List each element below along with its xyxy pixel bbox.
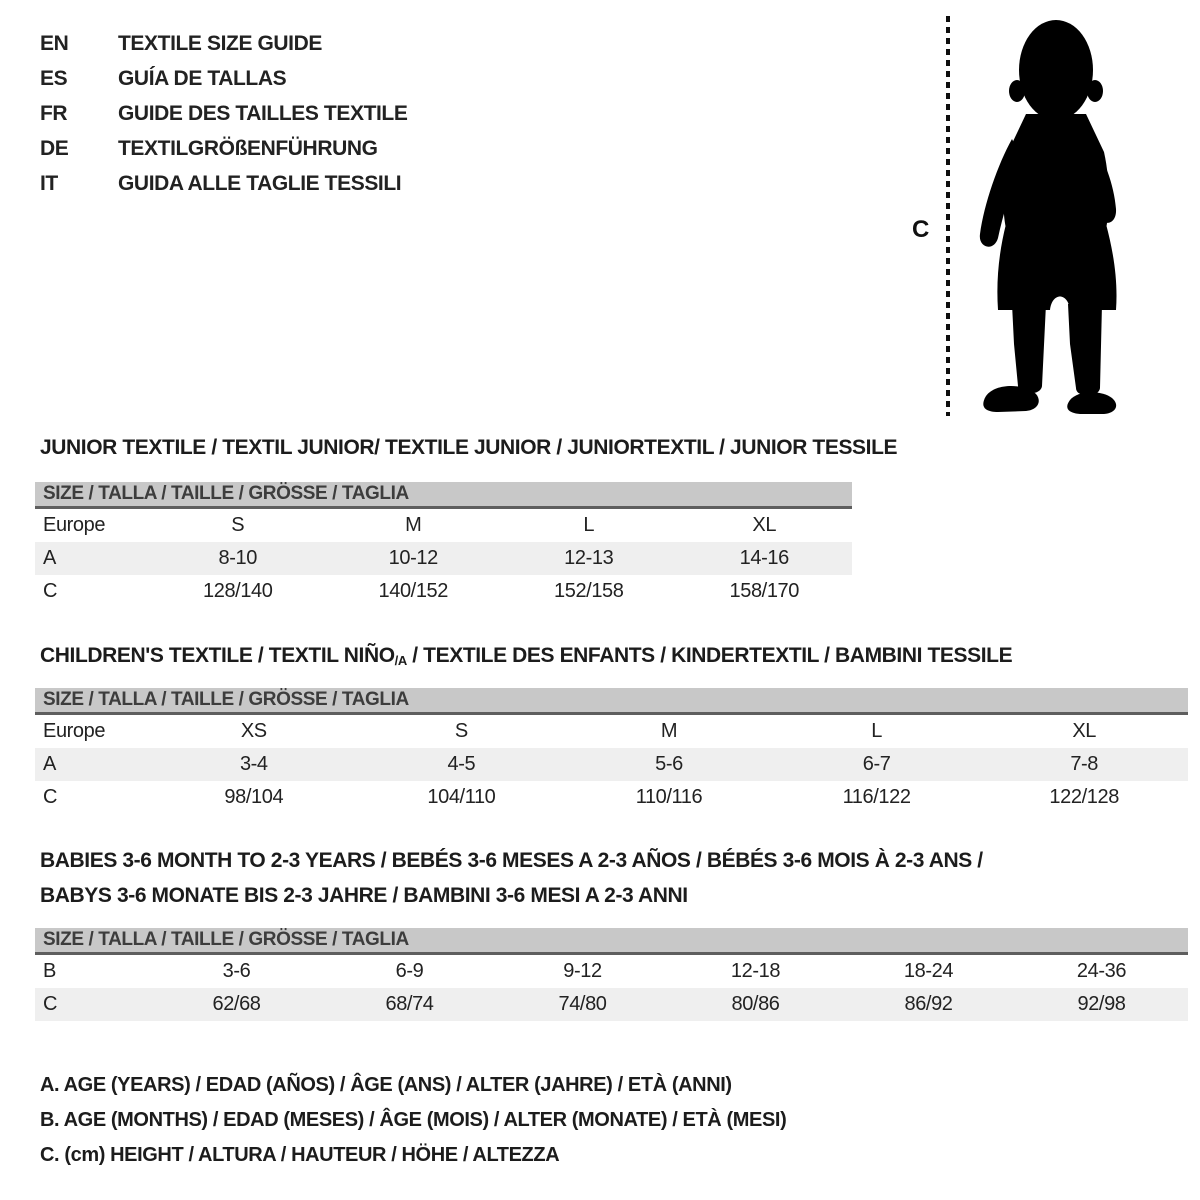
- language-code: FR: [40, 101, 68, 125]
- table-cell: 8-10: [218, 547, 257, 569]
- table-cell: 98/104: [224, 786, 284, 808]
- table-cell: 5-6: [655, 753, 683, 775]
- table-cell: 128/140: [203, 580, 273, 602]
- language-code: DE: [40, 136, 69, 160]
- table-row: [35, 955, 1188, 988]
- table-cell: 24-36: [1076, 960, 1127, 982]
- table-cell: 74/80: [558, 993, 607, 1015]
- table-cell: XL: [752, 514, 777, 536]
- language-label: GUIDE DES TAILLES TEXTILE: [118, 101, 408, 125]
- measurement-legend: [40, 1068, 786, 1173]
- language-code: IT: [40, 171, 58, 195]
- table-body: [35, 509, 852, 608]
- table-cell: L: [583, 514, 595, 536]
- table-cell: 158/170: [729, 580, 799, 602]
- height-measure-dashed-line: [946, 16, 950, 416]
- heading-segment: BABYS 3-6 MONATE BIS 2-3 JAHRE / BAMBINI 3-6 MESI A 2-3 ANNI: [40, 884, 688, 907]
- heading-segment: JUNIOR TEXTILE / TEXTIL JUNIOR/ TEXTILE JUNIOR / JUNIORTEXTIL / JUNIOR TESSILE: [40, 436, 898, 459]
- table-cell: 80/86: [731, 993, 780, 1015]
- table-row: [35, 781, 1188, 814]
- legend-line: A. AGE (YEARS) / EDAD (AÑOS) / ÂGE (ANS) / ALTER (JAHRE) / ETÀ (ANNI): [40, 1074, 732, 1096]
- section-heading: [40, 843, 983, 913]
- heading-segment: / TEXTILE DES ENFANTS / KINDERTEXTIL / BAMBINI TESSILE: [406, 644, 1013, 667]
- table-cell: 110/116: [635, 786, 703, 808]
- table-row: [35, 542, 852, 575]
- table-cell: 104/110: [427, 786, 496, 808]
- language-row: [40, 96, 407, 131]
- language-code: ES: [40, 66, 68, 90]
- table-cell: 6-7: [862, 753, 891, 775]
- heading-line: [40, 878, 983, 913]
- row-label: Europe: [43, 514, 106, 536]
- toddler-silhouette-image: [968, 14, 1134, 416]
- table-row: [35, 715, 1188, 748]
- row-label: A: [43, 753, 56, 775]
- table-row: [35, 748, 1188, 781]
- table-cell: 10-12: [388, 547, 438, 569]
- table-cell: 7-8: [1070, 753, 1099, 775]
- table-cell: 3-4: [239, 753, 268, 775]
- table-row: [35, 509, 852, 542]
- row-label: C: [43, 580, 58, 602]
- table-cell: 68/74: [385, 993, 434, 1015]
- table-row: [35, 575, 852, 608]
- language-label: GUIDA ALLE TAGLIE TESSILI: [118, 171, 402, 195]
- language-row: [40, 26, 407, 61]
- table-cell: 122/128: [1049, 786, 1119, 808]
- legend-line: B. AGE (MONTHS) / EDAD (MESES) / ÂGE (MOIS) / ALTER (MONATE) / ETÀ (MESI): [40, 1109, 787, 1131]
- section-heading: [40, 638, 1012, 678]
- table-cell: 92/98: [1077, 993, 1126, 1015]
- heading-line: [40, 430, 897, 465]
- table-cell: 6-9: [395, 960, 424, 982]
- table-cell: 4-5: [447, 753, 476, 775]
- table-cell: S: [454, 720, 468, 742]
- language-label: TEXTILE SIZE GUIDE: [118, 31, 322, 55]
- table-cell: 9-12: [563, 960, 602, 982]
- section-heading: [40, 430, 897, 465]
- size-header-label: SIZE / TALLA / TAILLE / GRÖSSE / TAGLIA: [43, 929, 409, 950]
- size-table-babies: [35, 928, 1188, 1021]
- table-cell: 18-24: [903, 960, 954, 982]
- row-label: B: [43, 960, 56, 982]
- row-label: C: [43, 786, 58, 808]
- row-label: C: [43, 993, 58, 1015]
- table-cell: XS: [240, 720, 267, 742]
- heading-line: [40, 843, 983, 878]
- language-label: TEXTILGRÖßENFÜHRUNG: [118, 136, 378, 160]
- table-cell: 140/152: [378, 580, 448, 602]
- table-cell: 62/68: [212, 993, 261, 1015]
- table-cell: 116/122: [842, 786, 911, 808]
- table-cell: 12-13: [564, 547, 614, 569]
- language-label: GUÍA DE TALLAS: [118, 66, 287, 90]
- table-cell: S: [231, 514, 245, 536]
- size-table-header: [35, 928, 1188, 955]
- size-header-label: SIZE / TALLA / TAILLE / GRÖSSE / TAGLIA: [43, 689, 409, 710]
- size-table-junior: [35, 482, 852, 608]
- table-cell: 12-18: [730, 960, 781, 982]
- size-table-header: [35, 688, 1188, 715]
- language-row: [40, 166, 407, 201]
- table-cell: L: [871, 720, 882, 742]
- table-cell: 86/92: [904, 993, 953, 1015]
- size-table-header: [35, 482, 852, 509]
- heading-segment: BABIES 3-6 MONTH TO 2-3 YEARS / BEBÉS 3-6 MESES A 2-3 AÑOS / BÉBÉS 3-6 MOIS À 2-3 ANS /: [40, 849, 983, 872]
- table-cell: 3-6: [222, 960, 251, 982]
- heading-line: [40, 638, 1012, 678]
- table-cell: M: [660, 720, 678, 742]
- legend-line: C. (cm) HEIGHT / ALTURA / HAUTEUR / HÖHE / ALTEZZA: [40, 1144, 560, 1166]
- language-row: [40, 61, 407, 96]
- table-cell: 152/158: [554, 580, 624, 602]
- table-cell: XL: [1072, 720, 1096, 742]
- heading-segment: /A: [394, 653, 407, 668]
- language-code: EN: [40, 31, 69, 55]
- language-list: [40, 26, 407, 201]
- table-row: [35, 988, 1188, 1021]
- table-cell: 14-16: [739, 547, 789, 569]
- table-body: [35, 715, 1188, 814]
- height-marker-label: C: [912, 216, 930, 243]
- row-label: A: [43, 547, 56, 569]
- heading-segment: CHILDREN'S TEXTILE / TEXTIL NIÑO: [40, 644, 395, 667]
- language-row: [40, 131, 407, 166]
- size-header-label: SIZE / TALLA / TAILLE / GRÖSSE / TAGLIA: [43, 483, 409, 504]
- table-body: [35, 955, 1188, 1021]
- size-table-children: [35, 688, 1188, 814]
- table-cell: M: [405, 514, 422, 536]
- row-label: Europe: [43, 720, 106, 742]
